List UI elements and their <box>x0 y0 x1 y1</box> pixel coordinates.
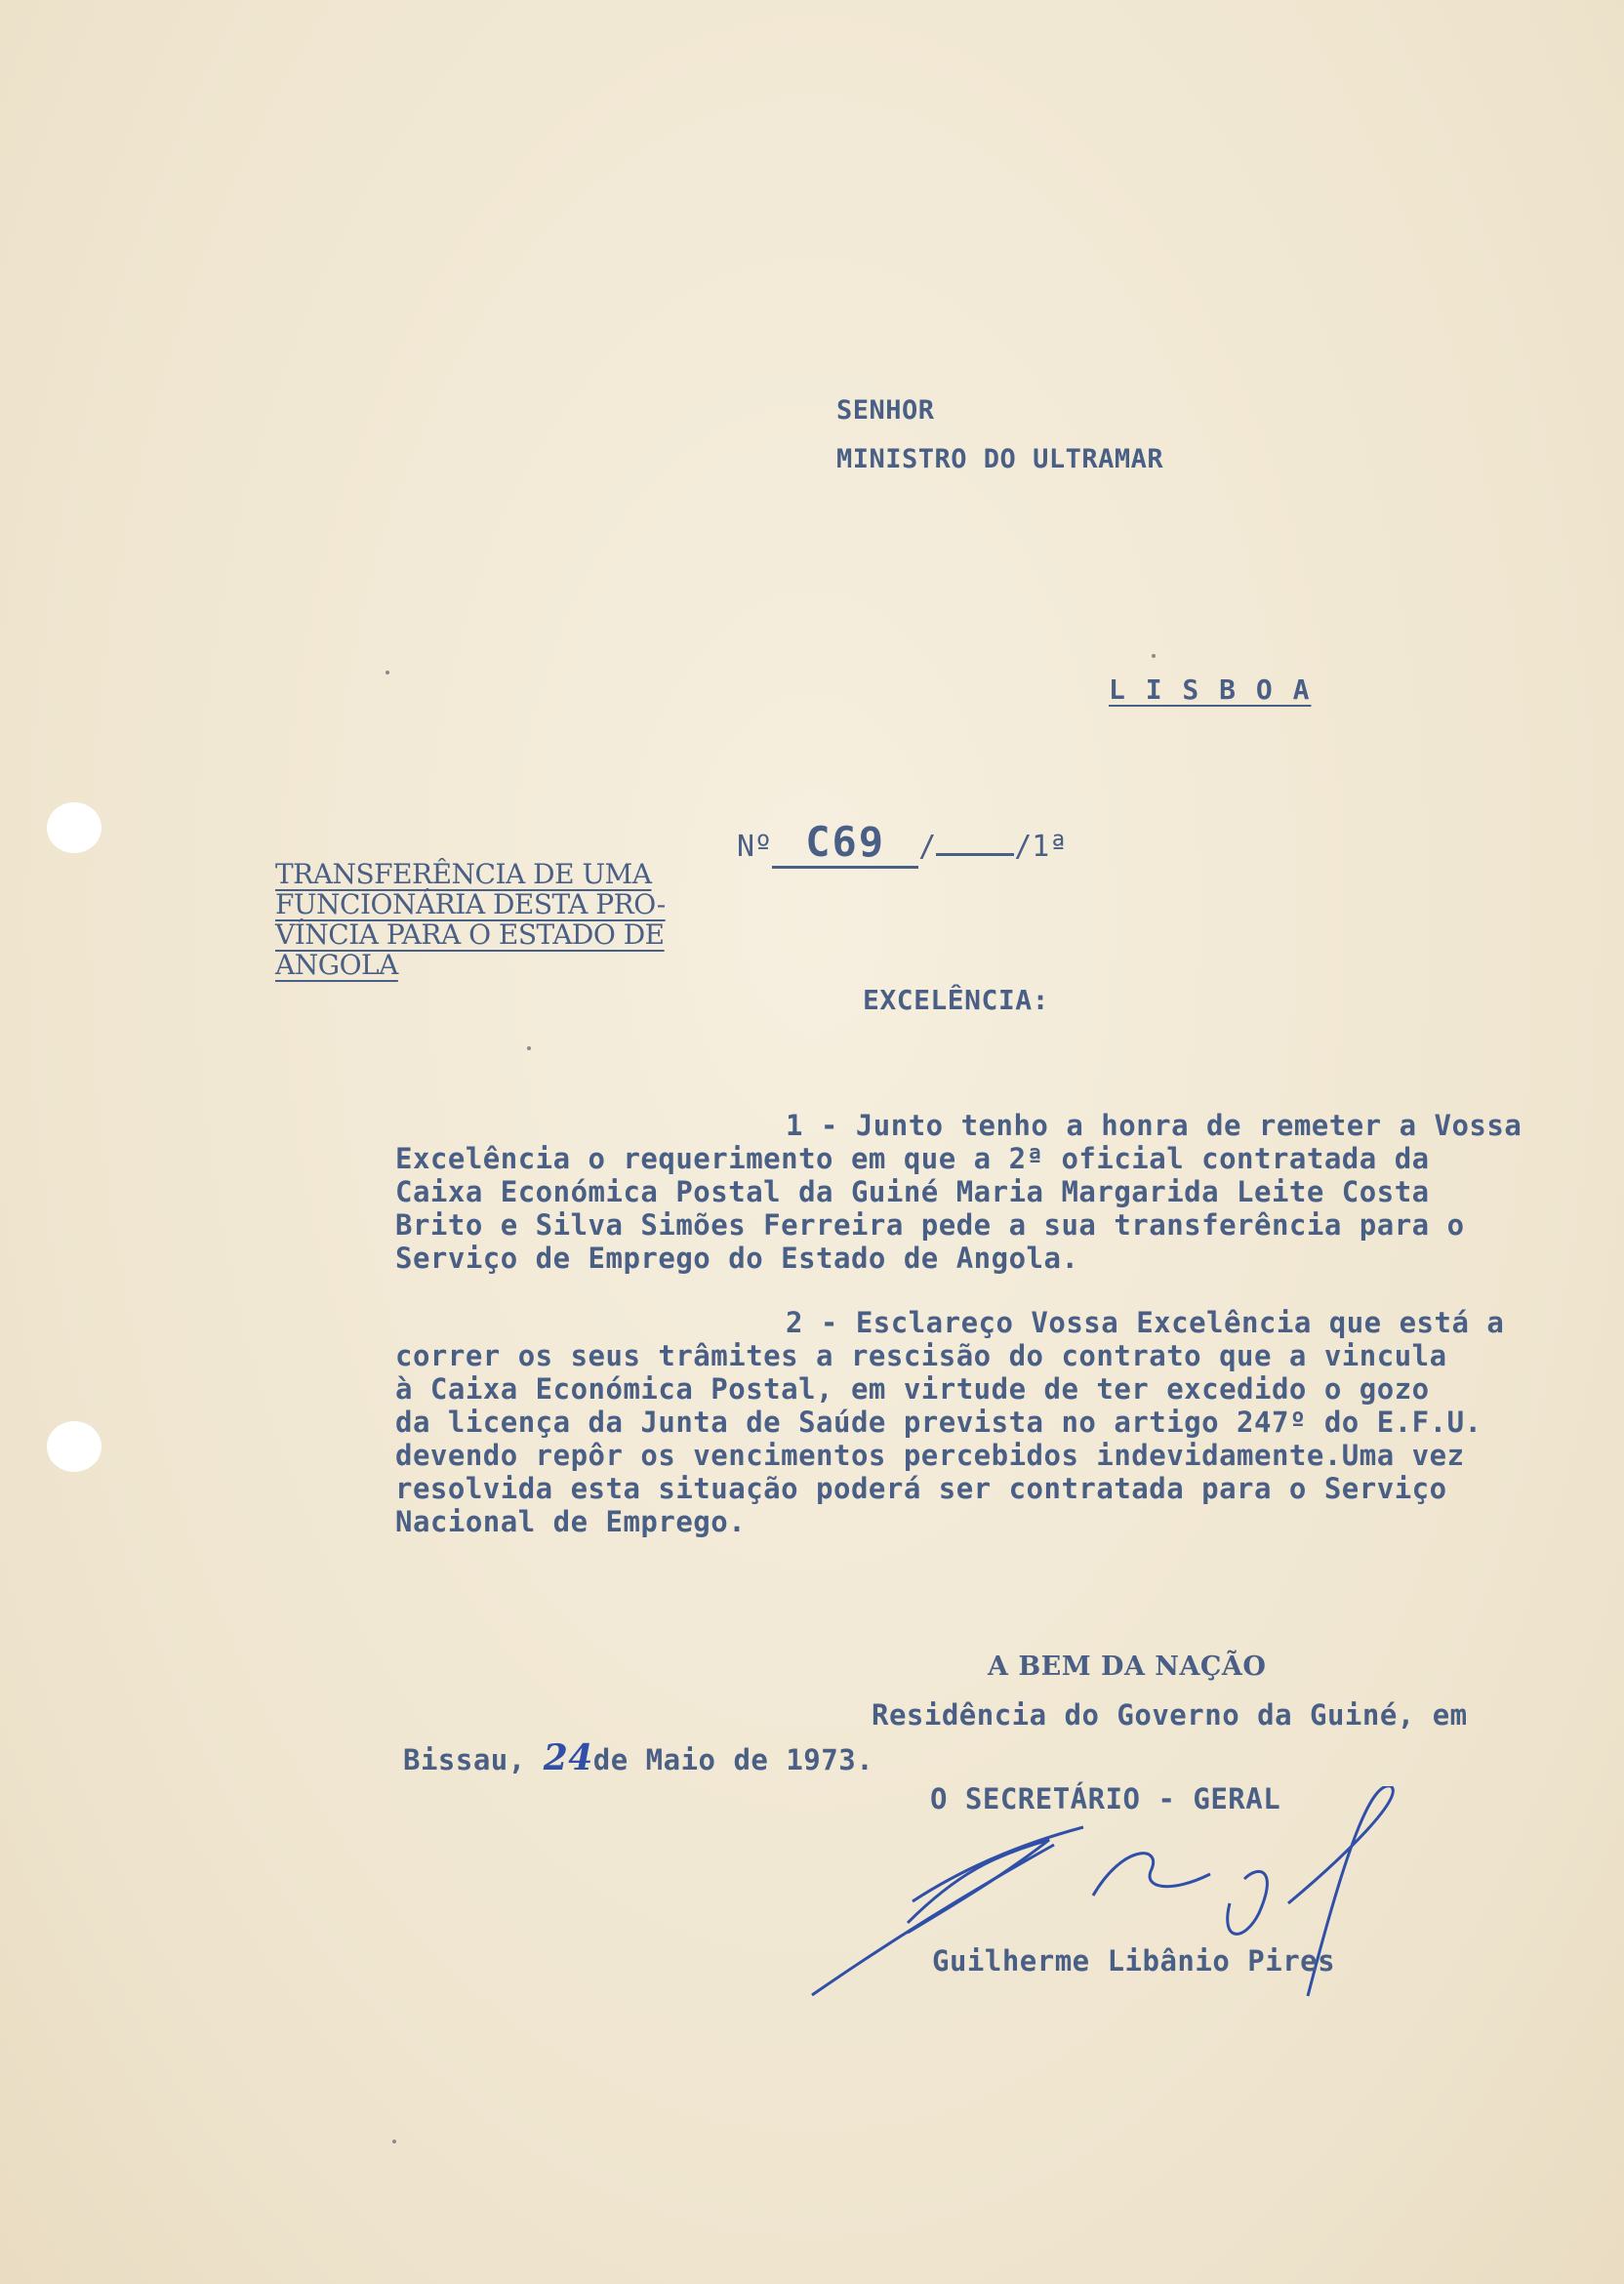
closing-title: O SECRETÁRIO - GERAL <box>930 1782 1281 1815</box>
paragraph-2-line: devendo repôr os vencimentos percebidos indevidamente.Uma vez <box>395 1439 1465 1472</box>
punch-hole <box>47 1421 102 1472</box>
reference-value: C69 <box>805 818 886 866</box>
closing-motto: A BEM DA NAÇÃO <box>988 1652 1267 1682</box>
paragraph-1-line: Excelência o requerimento em que a 2ª oficial contratada da <box>395 1142 1430 1175</box>
paragraph-2-line: à Caixa Económica Postal, em virtude de ter excedido o gozo <box>395 1372 1430 1406</box>
reference-prefix: Nº <box>737 830 773 864</box>
paragraph-1-line: Brito e Silva Simões Ferreira pede a sua transferência para o <box>395 1208 1465 1242</box>
paper-speck <box>1152 654 1156 658</box>
paper-speck <box>386 671 389 674</box>
signatory-name: Guilherme Libânio Pires <box>932 1944 1336 1978</box>
reference-suffix: 1ª <box>1032 830 1068 864</box>
addressee-line-2: MINISTRO DO ULTRAMAR <box>836 444 1164 474</box>
subject-line-1: TRANSFERÊNCIA DE UMA <box>275 858 652 890</box>
paragraph-1-line: Serviço de Emprego do Estado de Angola. <box>395 1242 1079 1275</box>
paragraph-2-line: da licença da Junta de Saúde prevista no artigo 247º do E.F.U. <box>395 1406 1482 1439</box>
paragraph-2-line: 2 - Esclareço Vossa Excelência que está a <box>786 1306 1505 1339</box>
paragraph-2-line: correr os seus trâmites a rescisão do contrato que a vincula <box>395 1339 1447 1372</box>
addressee-line-1: SENHOR <box>836 395 935 426</box>
paper-speck <box>527 1046 531 1050</box>
addressee-city: L I S B O A <box>1109 673 1312 706</box>
paragraph-2-line: resolvida esta situação poderá ser contratada para o Serviço <box>395 1472 1447 1505</box>
paper-speck <box>392 2140 396 2143</box>
closing-place: Bissau, <box>403 1743 526 1776</box>
closing-day-handwritten: 24 <box>543 1737 593 1778</box>
paragraph-1-line: 1 - Junto tenho a honra de remeter a Vossa <box>786 1109 1522 1142</box>
reference-number: Nº C69 / /1ª <box>737 818 1067 869</box>
subject-line-2: FUNCIONÁRIA DESTA PRO- <box>275 888 666 920</box>
salutation: EXCELÊNCIA: <box>863 984 1049 1016</box>
closing-residence: Residência do Governo da Guiné, em <box>872 1698 1468 1732</box>
subject-line-4: ANGOLA <box>275 949 398 981</box>
closing-date <box>403 1737 873 1778</box>
closing-date-rest: de Maio de 1973. <box>592 1743 874 1776</box>
subject-line-3: VÍNCIA PARA O ESTADO DE <box>275 918 665 951</box>
paragraph-2-line: Nacional de Emprego. <box>395 1505 747 1538</box>
punch-hole <box>47 802 102 853</box>
paragraph-1-line: Caixa Económica Postal da Guiné Maria Margarida Leite Costa <box>395 1175 1430 1208</box>
